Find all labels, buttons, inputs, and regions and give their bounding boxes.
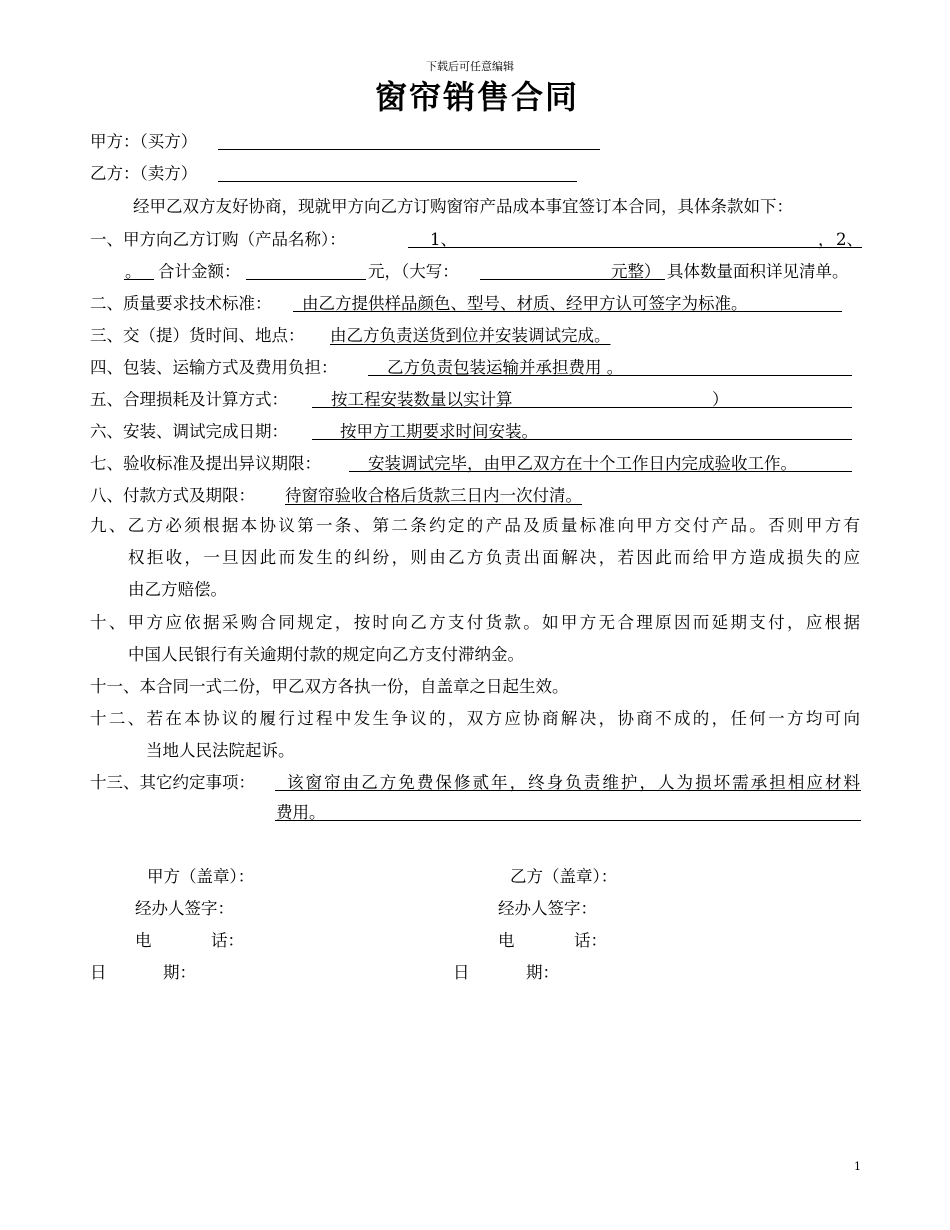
- party-b-phone-char-2: 话：: [574, 931, 607, 950]
- clause-7-label: 七、验收标准及提出异议期限：: [90, 454, 321, 473]
- total-amount-label: 合计金额：: [158, 262, 241, 281]
- yuan-label: 元，（大写：: [368, 262, 459, 281]
- clause-6-value: 按甲方工期要求时间安装。: [340, 422, 538, 441]
- clause-2-value: 由乙方提供样品颜色、型号、材质、经甲方认可签字为标准。: [302, 294, 748, 313]
- clause-10-line-1: 十、甲方应依据采购合同规定，按时向乙方支付货款。如甲方无合理原因而延期支付，应根据: [90, 613, 860, 632]
- clause-12-line-1: 十二、若在本协议的履行过程中发生争议的，双方应协商解决，协商不成的，任何一方均可向: [90, 709, 860, 728]
- clause-8-value: 待窗帘验收合格后货款三日内一次付清。: [285, 486, 582, 505]
- clause-13-line-2: 费用。: [276, 803, 326, 822]
- clause-4-value: 乙方负责包装运输并承担费用 。: [387, 358, 624, 377]
- clause-11: 十一、本合同一式二份，甲乙双方各执一份，自盖章之日起生效。: [90, 677, 569, 696]
- clause-1-item-1: 1、: [430, 230, 457, 249]
- product-name-line-cont[interactable]: [124, 279, 154, 280]
- party-a-date-char-1: 日: [90, 963, 107, 982]
- clause-13-line-1: 该窗帘由乙方免费保修贰年，终身负责维护，人为损坏需承担相应材料: [287, 773, 860, 792]
- contract-intro: 经甲乙双方友好协商，现就甲方向乙方订购窗帘产品成本事宜签订本合同，具体条款如下：: [133, 197, 793, 216]
- clause-7-value: 安装调试完毕，由甲乙双方在十个工作日内完成验收工作。: [368, 454, 797, 473]
- party-b-date-char-2: 期：: [526, 963, 559, 982]
- party-b-sign-label: 经办人签字：: [498, 899, 597, 918]
- yuan-whole-label: 元整）: [611, 262, 661, 281]
- clause-5-label: 五、合理损耗及计算方式：: [90, 390, 288, 409]
- clause-2-label: 二、质量要求技术标准：: [90, 294, 272, 313]
- party-b-date-char-1: 日: [453, 963, 470, 982]
- page-title: 窗帘销售合同: [375, 78, 580, 116]
- buyer-label: 甲方：（买方）: [90, 132, 198, 151]
- clause-9-line-1: 九、乙方必须根据本协议第一条、第二条约定的产品及质量标准向甲方交付产品。否则甲方有: [90, 516, 860, 535]
- product-name-line[interactable]: [408, 247, 862, 248]
- buyer-blank-line[interactable]: [218, 149, 600, 150]
- total-amount-line[interactable]: [246, 279, 366, 280]
- clause-1-item-2: 2、: [836, 230, 863, 249]
- clause-8-label: 八、付款方式及期限：: [90, 486, 255, 505]
- clause-1-sep: ，: [818, 230, 835, 249]
- clause-6-label: 六、安装、调试完成日期：: [90, 422, 288, 441]
- clause-9-line-2: 权拒收，一旦因此而发生的纠纷，则由乙方负责出面解决，若因此而给甲方造成损失的应: [128, 548, 860, 567]
- clause-13-line-2-rule: [275, 820, 861, 821]
- clause-4-label: 四、包装、运输方式及费用负担：: [90, 358, 338, 377]
- clause-1-cont-dot: 。: [125, 262, 142, 281]
- party-b-phone-char-1: 电: [498, 931, 515, 950]
- download-note: 下载后可任意编辑: [426, 60, 514, 73]
- clause-12-line-2: 当地人民法院起诉。: [146, 741, 295, 760]
- clause-13-label: 十三、其它约定事项：: [90, 773, 255, 792]
- clause-1-tail: 具体数量面积详见清单。: [667, 262, 849, 281]
- clause-3-label: 三、交（提）货时间、地点：: [90, 326, 305, 345]
- clause-1-label: 一、甲方向乙方订购（产品名称）：: [90, 230, 346, 249]
- clause-3-value: 由乙方负责送货到位并安装调试完成。: [330, 326, 611, 345]
- clause-10-line-2: 中国人民银行有关逾期付款的规定向乙方支付滞纳金。: [128, 645, 524, 664]
- party-a-phone-char-2: 话：: [211, 931, 244, 950]
- seller-label: 乙方：（卖方）: [90, 164, 198, 183]
- clause-5-value: 按工程安装数量以实计算: [331, 390, 513, 409]
- clause-5-paren: ）: [712, 390, 729, 409]
- party-a-sign-label: 经办人签字：: [135, 899, 234, 918]
- clause-9-line-3: 由乙方赔偿。: [128, 580, 227, 599]
- party-a-date-char-2: 期：: [163, 963, 196, 982]
- seller-blank-line[interactable]: [218, 181, 577, 182]
- party-a-phone-char-1: 电: [135, 931, 152, 950]
- party-a-seal-label: 甲方（盖章）：: [147, 867, 255, 886]
- party-b-seal-label: 乙方（盖章）：: [510, 867, 618, 886]
- page-number: 1: [854, 1160, 861, 1173]
